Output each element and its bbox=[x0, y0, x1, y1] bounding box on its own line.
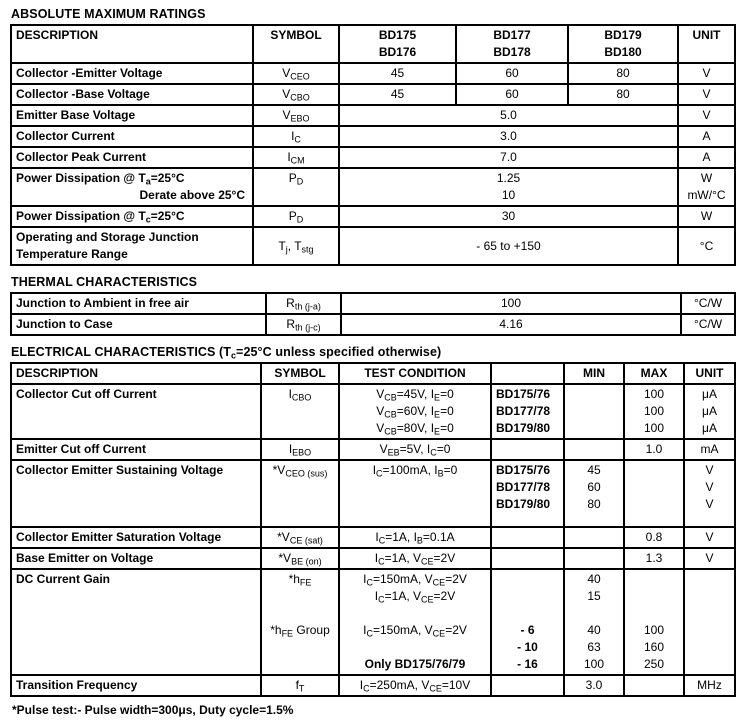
cell-line: - 65 to +150 bbox=[476, 238, 541, 253]
cell-line bbox=[495, 529, 560, 546]
cell-line: Emitter Base Voltage bbox=[16, 108, 136, 122]
table-row bbox=[11, 126, 735, 147]
cell-line: μA bbox=[702, 387, 717, 401]
cell-line: $I_C=1A$, $V_{CE}=2V$ bbox=[374, 551, 456, 567]
cell bbox=[678, 84, 735, 105]
table-row bbox=[11, 105, 735, 126]
cell bbox=[624, 460, 684, 527]
cell bbox=[261, 548, 339, 569]
cell bbox=[11, 63, 253, 84]
cell-line: Only BD175/76/79 bbox=[364, 657, 466, 671]
cell-line: 1.3 bbox=[645, 551, 663, 565]
cell bbox=[681, 314, 735, 335]
cell-line: μA bbox=[702, 404, 717, 418]
cell bbox=[261, 527, 339, 548]
cell-line: W bbox=[700, 171, 713, 185]
cell-line: Collector Emitter Sustaining Voltage bbox=[16, 463, 224, 477]
cell-line: $I_{CM}$ bbox=[287, 150, 305, 166]
cell-line: 7.0 bbox=[500, 150, 517, 164]
header-row bbox=[11, 363, 735, 384]
cell-line: Transition Frequency bbox=[16, 678, 138, 692]
column-header bbox=[261, 363, 339, 384]
cell bbox=[11, 293, 266, 314]
cell bbox=[253, 168, 339, 206]
cell-line bbox=[495, 605, 560, 622]
cell-line bbox=[265, 588, 335, 605]
cell bbox=[11, 569, 261, 675]
thermal-characteristics-title: THERMAL CHARACTERISTICS bbox=[11, 275, 198, 289]
cell bbox=[684, 548, 735, 569]
table-row bbox=[11, 84, 735, 105]
cell-line: $I_C=1A$, $V_{CE}=2V$ bbox=[374, 589, 456, 605]
cell-line bbox=[688, 614, 731, 631]
cell bbox=[339, 548, 491, 569]
cell-line: $*V_{BE (on)}$ bbox=[278, 551, 322, 567]
cell-line: UNIT bbox=[692, 28, 721, 42]
cell bbox=[564, 460, 624, 527]
cell bbox=[253, 147, 339, 168]
cell bbox=[684, 675, 735, 696]
cell bbox=[11, 527, 261, 548]
cell-line: 60 bbox=[505, 66, 519, 80]
cell-line: $V_{CEO}$ bbox=[282, 66, 310, 82]
cell-line: V bbox=[702, 87, 711, 101]
cell bbox=[339, 569, 491, 675]
cell-line: MHz bbox=[697, 678, 722, 692]
cell bbox=[261, 384, 339, 439]
cell bbox=[624, 675, 684, 696]
cell bbox=[339, 63, 456, 84]
cell-line: V bbox=[702, 108, 711, 122]
table-row bbox=[11, 548, 735, 569]
cell-line bbox=[628, 571, 680, 588]
cell bbox=[684, 527, 735, 548]
cell-line: $P_D$ bbox=[288, 171, 304, 187]
cell bbox=[491, 675, 564, 696]
cell-line: °C/W bbox=[693, 296, 723, 310]
cell-line: BD179 bbox=[604, 28, 642, 42]
header-row bbox=[11, 25, 735, 63]
table-row bbox=[11, 527, 735, 548]
datasheet-tables bbox=[10, 7, 736, 697]
cell bbox=[11, 227, 253, 265]
cell bbox=[261, 569, 339, 675]
cell-line: Junction to Ambient in free air bbox=[16, 296, 189, 310]
cell bbox=[339, 384, 491, 439]
cell-line bbox=[568, 441, 620, 458]
cell bbox=[11, 460, 261, 527]
cell bbox=[678, 168, 735, 206]
cell bbox=[339, 168, 678, 206]
cell bbox=[253, 105, 339, 126]
thermal-characteristics-table bbox=[10, 292, 736, 336]
cell bbox=[678, 63, 735, 84]
cell-line: $*h_{FE}$ bbox=[288, 572, 312, 588]
cell-line: W bbox=[700, 209, 713, 223]
cell-line: $*V_{CEO (sus)}$ bbox=[272, 463, 328, 479]
cell-line: Power Dissipation @ $T_a=25^\circ C$ bbox=[16, 171, 185, 187]
cell bbox=[678, 227, 735, 265]
table-row bbox=[11, 675, 735, 696]
column-header bbox=[568, 25, 678, 63]
cell bbox=[339, 105, 678, 126]
cell-line: DC Current Gain bbox=[16, 572, 111, 586]
cell-line: A bbox=[702, 150, 711, 164]
cell bbox=[341, 293, 681, 314]
cell-line: Collector Current bbox=[16, 129, 115, 143]
cell-line: DESCRIPTION bbox=[16, 28, 99, 42]
cell-line: $R_{th (j-c)}$ bbox=[286, 317, 321, 333]
cell-line: 100 bbox=[500, 296, 522, 310]
cell-line: $I_{EBO}$ bbox=[288, 442, 312, 458]
cell-line: $I_C=100mA$, $I_B=0$ bbox=[372, 463, 458, 479]
electrical-characteristics-section bbox=[10, 345, 736, 697]
cell-line: 15 bbox=[587, 589, 601, 603]
cell bbox=[11, 314, 266, 335]
cell-line: Power Dissipation @ $T_c=25^\circ C$ bbox=[16, 209, 185, 225]
cell-line: mA bbox=[700, 442, 719, 456]
cell bbox=[678, 105, 735, 126]
cell bbox=[253, 227, 339, 265]
cell-line: UNIT bbox=[695, 366, 724, 380]
cell-line: $V_{CB}=45V$, $I_E=0$ bbox=[376, 387, 454, 403]
cell bbox=[624, 569, 684, 675]
cell-line: $I_{CBO}$ bbox=[288, 387, 312, 403]
table-row bbox=[11, 227, 735, 265]
cell bbox=[684, 439, 735, 460]
cell-line: BD177 bbox=[493, 28, 531, 42]
cell-line: BD178 bbox=[493, 45, 531, 59]
cell-line: 3.0 bbox=[585, 678, 603, 692]
cell bbox=[11, 126, 253, 147]
column-header bbox=[339, 363, 491, 384]
cell-line: A bbox=[702, 129, 711, 143]
cell bbox=[491, 548, 564, 569]
cell-line: V bbox=[705, 497, 714, 511]
cell-line bbox=[628, 462, 680, 479]
cell-line: °C/W bbox=[693, 317, 723, 331]
cell-line: $V_{EBO}$ bbox=[282, 108, 310, 124]
cell-line: 45 bbox=[390, 87, 405, 101]
cell-line bbox=[495, 677, 560, 694]
cell-line: 5.0 bbox=[500, 108, 517, 122]
cell bbox=[11, 439, 261, 460]
cell bbox=[491, 384, 564, 439]
cell-line: 60 bbox=[587, 480, 601, 494]
cell-line: °C bbox=[699, 238, 714, 253]
cell-line bbox=[265, 605, 335, 622]
cell bbox=[684, 460, 735, 527]
column-header bbox=[491, 363, 564, 384]
cell-line: 80 bbox=[587, 497, 601, 511]
cell bbox=[266, 314, 341, 335]
cell-line: $V_{CB}=80V$, $I_E=0$ bbox=[376, 421, 454, 437]
cell-line: SYMBOL bbox=[270, 28, 322, 42]
cell-line: $I_C=1A$, $I_B=0.1A$ bbox=[375, 530, 455, 546]
cell bbox=[11, 105, 253, 126]
cell bbox=[339, 84, 456, 105]
cell-line: 80 bbox=[616, 87, 630, 101]
cell-line: $I_C=250mA$, $V_{CE}=10V$ bbox=[359, 678, 471, 694]
cell bbox=[339, 439, 491, 460]
cell-line: 1.25 bbox=[496, 171, 521, 185]
cell-line bbox=[343, 605, 487, 622]
cell bbox=[624, 548, 684, 569]
cell-line: Collector -Emitter Voltage bbox=[16, 66, 163, 80]
table-row bbox=[11, 569, 735, 675]
cell bbox=[678, 206, 735, 227]
cell-line: 100 bbox=[643, 404, 665, 418]
cell-line: $V_{CBO}$ bbox=[282, 87, 310, 103]
cell-line: Operating and Storage Junction bbox=[16, 230, 199, 244]
cell-line bbox=[495, 571, 560, 588]
column-header bbox=[456, 25, 568, 63]
column-header bbox=[624, 363, 684, 384]
table-row bbox=[11, 63, 735, 84]
cell-line: BD177/78 bbox=[496, 404, 551, 418]
cell bbox=[341, 314, 681, 335]
cell-line: Collector Peak Current bbox=[16, 150, 147, 164]
table-row bbox=[11, 168, 735, 206]
cell bbox=[624, 439, 684, 460]
cell-line: 40 bbox=[587, 572, 601, 586]
cell-line: 40 bbox=[587, 623, 601, 637]
cell-line: V bbox=[705, 480, 714, 494]
cell bbox=[339, 675, 491, 696]
cell-line bbox=[495, 441, 560, 458]
cell-line: $V_{EB}=5V$, $I_C=0$ bbox=[379, 442, 451, 458]
cell bbox=[564, 548, 624, 569]
cell bbox=[339, 460, 491, 527]
cell-line: 3.0 bbox=[500, 129, 517, 143]
cell-line: SYMBOL bbox=[274, 366, 326, 380]
cell-line: $*V_{CE (sat)}$ bbox=[277, 530, 323, 546]
cell bbox=[11, 675, 261, 696]
thermal-characteristics-section bbox=[10, 275, 736, 336]
cell-line: $*h_{FE}$ Group bbox=[270, 623, 330, 639]
column-header bbox=[564, 363, 624, 384]
cell-line: BD175/76 bbox=[496, 387, 551, 401]
table-row bbox=[11, 293, 735, 314]
cell-line: 1.0 bbox=[645, 442, 663, 456]
cell bbox=[491, 527, 564, 548]
column-header bbox=[678, 25, 735, 63]
cell-line: 10 bbox=[501, 188, 516, 202]
cell-line: $I_C=150mA$, $V_{CE}=2V$ bbox=[363, 572, 467, 588]
cell-line: Collector Cut off Current bbox=[16, 387, 157, 401]
cell bbox=[261, 675, 339, 696]
cell-line bbox=[265, 639, 335, 656]
cell-line bbox=[568, 550, 620, 567]
cell-line: 0.8 bbox=[645, 530, 663, 544]
cell-line: - 16 bbox=[517, 657, 538, 671]
cell-line: 160 bbox=[643, 640, 665, 654]
cell bbox=[681, 293, 735, 314]
table-row bbox=[11, 460, 735, 527]
cell-line: V bbox=[705, 530, 714, 544]
cell-line bbox=[568, 529, 620, 546]
table-row bbox=[11, 206, 735, 227]
cell bbox=[339, 527, 491, 548]
cell bbox=[261, 460, 339, 527]
cell bbox=[261, 439, 339, 460]
cell bbox=[564, 527, 624, 548]
cell bbox=[11, 206, 253, 227]
cell bbox=[253, 126, 339, 147]
cell-line: BD175/76 bbox=[496, 463, 551, 477]
cell bbox=[339, 126, 678, 147]
cell-line: Temperature Range bbox=[16, 247, 128, 261]
cell-line bbox=[495, 550, 560, 567]
cell bbox=[11, 168, 253, 206]
cell-line: $f_T$ bbox=[295, 678, 305, 694]
cell bbox=[339, 206, 678, 227]
column-header bbox=[339, 25, 456, 63]
cell bbox=[11, 84, 253, 105]
cell-line: $R_{th (j-a)}$ bbox=[286, 296, 321, 312]
cell bbox=[11, 548, 261, 569]
cell bbox=[253, 63, 339, 84]
cell bbox=[456, 84, 568, 105]
column-header bbox=[684, 363, 735, 384]
table-row bbox=[11, 147, 735, 168]
table-row bbox=[11, 439, 735, 460]
cell bbox=[684, 384, 735, 439]
cell-line: Base Emitter on Voltage bbox=[16, 551, 154, 565]
cell bbox=[678, 147, 735, 168]
cell-line: $T_j$, $T_{stg}$ bbox=[278, 238, 314, 254]
cell bbox=[491, 569, 564, 675]
cell bbox=[564, 384, 624, 439]
cell-line: 4.16 bbox=[499, 317, 523, 331]
cell bbox=[684, 569, 735, 675]
cell-line: μA bbox=[702, 421, 717, 435]
cell-line: Emitter Cut off Current bbox=[16, 442, 146, 456]
cell-line: 100 bbox=[643, 623, 665, 637]
cell-line: Collector Emitter Saturation Voltage bbox=[16, 530, 222, 544]
cell-line: BD179/80 bbox=[496, 497, 551, 511]
absolute-maximum-ratings-section bbox=[10, 7, 736, 266]
electrical-characteristics-table bbox=[10, 362, 736, 697]
cell-line: BD175 bbox=[378, 28, 417, 42]
cell-line: 45 bbox=[587, 463, 601, 477]
cell bbox=[253, 84, 339, 105]
cell bbox=[456, 63, 568, 84]
cell bbox=[339, 147, 678, 168]
cell bbox=[678, 126, 735, 147]
cell bbox=[564, 439, 624, 460]
cell-line: V bbox=[705, 551, 714, 565]
cell-line: Derate above 25°C bbox=[139, 188, 245, 202]
cell-line: $V_{CB}=60V$, $I_E=0$ bbox=[376, 404, 454, 420]
cell-line: 100 bbox=[583, 657, 605, 671]
cell-line: 250 bbox=[643, 657, 665, 671]
cell-line: BD180 bbox=[604, 45, 642, 59]
cell-line: 45 bbox=[390, 66, 405, 80]
cell bbox=[568, 84, 678, 105]
cell-line bbox=[495, 588, 560, 605]
cell bbox=[253, 206, 339, 227]
cell-line bbox=[343, 639, 487, 656]
cell-line: mW/°C bbox=[687, 188, 726, 202]
cell-line: 100 bbox=[643, 421, 665, 435]
cell-line: BD176 bbox=[378, 45, 417, 59]
cell-line: V bbox=[702, 66, 711, 80]
cell-line: MIN bbox=[583, 366, 605, 380]
cell-line: $I_C=150mA$, $V_{CE}=2V$ bbox=[363, 623, 467, 639]
cell-line bbox=[568, 403, 620, 420]
cell bbox=[339, 227, 678, 265]
cell-line: 80 bbox=[616, 66, 630, 80]
cell-line: 63 bbox=[587, 640, 601, 654]
cell-line: Junction to Case bbox=[16, 317, 113, 331]
cell bbox=[564, 569, 624, 675]
cell-line: $P_D$ bbox=[288, 209, 304, 225]
cell-line bbox=[568, 605, 620, 622]
cell-line: 30 bbox=[501, 209, 516, 223]
cell bbox=[491, 439, 564, 460]
cell bbox=[568, 63, 678, 84]
cell bbox=[624, 527, 684, 548]
cell-line: V bbox=[705, 463, 714, 477]
cell bbox=[11, 147, 253, 168]
cell-line: BD177/78 bbox=[496, 480, 551, 494]
cell-line bbox=[628, 677, 680, 694]
cell-line: DESCRIPTION bbox=[16, 366, 99, 380]
table-row bbox=[11, 314, 735, 335]
cell-line: 60 bbox=[505, 87, 519, 101]
cell-line: BD179/80 bbox=[496, 421, 551, 435]
absolute-maximum-ratings-title: ABSOLUTE MAXIMUM RATINGS bbox=[11, 7, 206, 21]
cell bbox=[11, 384, 261, 439]
cell-line bbox=[265, 656, 335, 673]
cell bbox=[491, 460, 564, 527]
column-header bbox=[11, 25, 253, 63]
pulse-test-note: *Pulse test:- Pulse width=300μs, Duty cycle=1.5% bbox=[12, 703, 294, 717]
cell bbox=[564, 675, 624, 696]
table-row bbox=[11, 384, 735, 439]
cell-line: Collector -Base Voltage bbox=[16, 87, 150, 101]
cell-line: - 6 bbox=[520, 623, 535, 637]
cell-line: - 10 bbox=[517, 640, 538, 654]
cell-line bbox=[628, 588, 680, 605]
column-header bbox=[253, 25, 339, 63]
cell-line: $I_C$ bbox=[291, 129, 301, 145]
cell-line: MAX bbox=[640, 366, 668, 380]
cell-line: TEST CONDITION bbox=[364, 366, 466, 380]
cell-line bbox=[628, 605, 680, 622]
cell-line: 100 bbox=[643, 387, 665, 401]
cell-line bbox=[495, 365, 560, 382]
absolute-maximum-ratings-table bbox=[10, 24, 736, 266]
column-header bbox=[11, 363, 261, 384]
cell bbox=[624, 384, 684, 439]
cell bbox=[266, 293, 341, 314]
electrical-characteristics-title: ELECTRICAL CHARACTERISTICS ($T_c=25^\circ C$ unless specified otherwise) bbox=[11, 345, 442, 361]
